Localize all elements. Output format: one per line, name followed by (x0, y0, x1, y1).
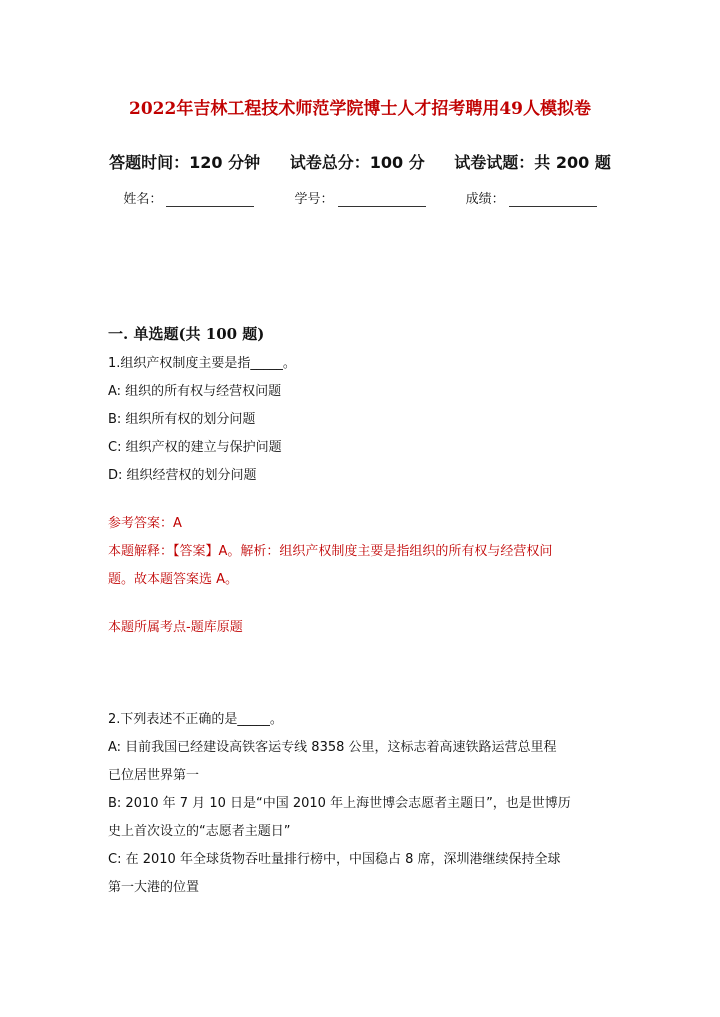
exam-title: 2022年吉林工程技术师范学院博士人才招考聘用49人模拟卷 (129, 99, 591, 119)
exam-meta (0, 150, 720, 173)
q2-option-c-line2: 第一大港的位置 (108, 880, 200, 895)
score-blank[interactable] (509, 192, 597, 207)
q1-option-c: C: 组织产权的建立与保护问题 (108, 440, 282, 455)
q2-option-a-line2: 已位居世界第一 (108, 768, 200, 783)
q1-source: 本题所属考点-题库原题 (108, 620, 243, 635)
score-label: 成绩： (465, 192, 505, 207)
q2-option-a-line1: A: 目前我国已经建设高铁客运专线 8358 公里，这标志着高速铁路运营总里程 (108, 740, 557, 755)
q1-option-b: B: 组织所有权的划分问题 (108, 412, 256, 427)
section-title: 一. 单选题(共 100 题) (108, 325, 265, 343)
score-field (466, 188, 597, 207)
q1-explanation-line1: 本题解释：【答案】A。解析：组织产权制度主要是指组织的所有权与经营权问 (108, 544, 553, 559)
name-field (123, 188, 254, 207)
exam-total-questions: 试卷试题：共 200 题 (454, 153, 611, 172)
q2-option-b-line1: B: 2010 年 7 月 10 日是“中国 2010 年上海世博会志愿者主题日”，也是世博历 (108, 796, 571, 811)
q1-option-d: D: 组织经营权的划分问题 (108, 468, 257, 483)
exam-time: 答题时间：120 分钟 (109, 153, 261, 172)
exam-total-score: 试卷总分：100 分 (289, 153, 425, 172)
q1-explanation-line2: 题。故本题答案选 A。 (108, 572, 239, 587)
student-fields (0, 188, 720, 207)
id-blank[interactable] (338, 192, 426, 207)
exam-content (108, 320, 608, 902)
q2-option-b-line2: 史上首次设立的“志愿者主题日” (108, 824, 291, 839)
q2-stem: 2.下列表述不正确的是_____。 (108, 712, 283, 727)
q1-stem: 1.组织产权制度主要是指_____。 (108, 356, 296, 371)
id-label: 学号： (294, 192, 334, 207)
id-field (294, 188, 425, 207)
name-blank[interactable] (166, 192, 254, 207)
q2-option-c-line1: C: 在 2010 年全球货物吞吐量排行榜中，中国稳占 8 席，深圳港继续保持全球 (108, 852, 561, 867)
q1-answer: 参考答案：A (108, 516, 182, 531)
name-label: 姓名： (123, 192, 163, 207)
q1-option-a: A: 组织的所有权与经营权问题 (108, 384, 282, 399)
